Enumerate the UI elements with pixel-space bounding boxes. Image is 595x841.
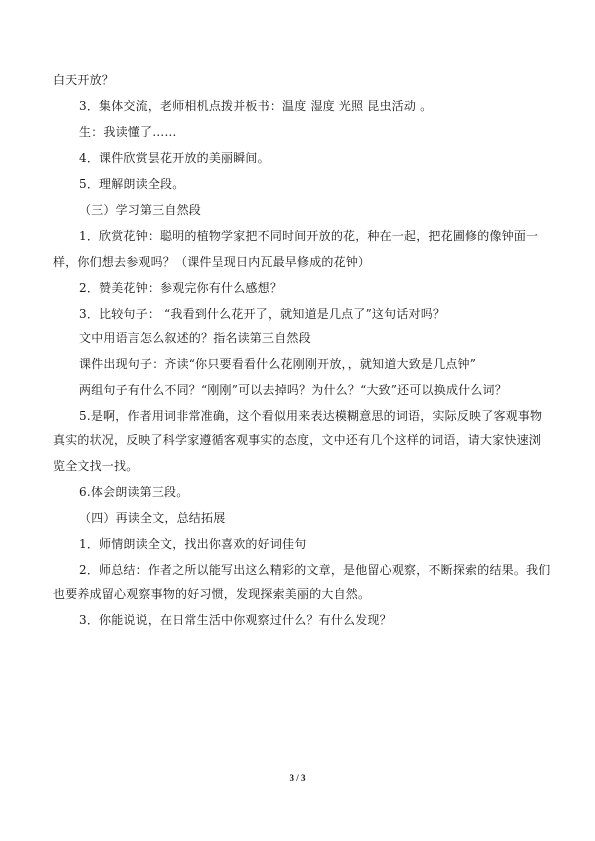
text-line: 生：我读懂了…… bbox=[79, 125, 177, 139]
text-line: 3．比较句子： “我看到什么花开了，就知道是几点了”这句话对吗？ bbox=[79, 307, 446, 321]
text-line: 真实的状况，反映了科学家遵循客观事实的态度，文中还有几个这样的词语，请大家快速浏 bbox=[53, 433, 542, 447]
text-line: 2．赞美花钟：参观完你有什么感想？ bbox=[79, 281, 283, 295]
text-line: 两组句子有什么不同？“刚刚”可以去掉吗？为什么？“大致”还可以换成什么词？ bbox=[79, 383, 507, 397]
text-line: 2．师总结：作者之所以能写出这么精彩的文章，是他留心观察，不断探索的结果。我们 bbox=[79, 563, 551, 577]
text-line: 5．理解朗读全段。 bbox=[79, 177, 185, 191]
text-line: 4．课件欣赏昙花开放的美丽瞬间。 bbox=[79, 151, 270, 165]
text-line: 3．你能说说，在日常生活中你观察过什么？有什么发现？ bbox=[79, 613, 392, 627]
section-heading: （三）学习第三自然段 bbox=[79, 203, 202, 217]
text-line: 5.是啊，作者用词非常准确，这个看似用来表达模糊意思的词语，实际反映了客观事物 bbox=[79, 409, 543, 423]
page-number: 3 / 3 bbox=[289, 773, 306, 783]
text-line: 文中用语言怎么叙述的？指名读第三自然段 bbox=[79, 331, 311, 345]
text-line: 6.体会朗读第三段。 bbox=[79, 485, 189, 499]
text-line: 样，你们想去参观吗？（课件呈现日内瓦最早修成的花钟） bbox=[53, 255, 371, 269]
text-line: 课件出现句子：齐读“你只要看看什么花刚刚开放，，就知道大致是几点钟” bbox=[79, 357, 477, 371]
text-line: 也要养成留心观察事物的好习惯，发现探索美丽的大自然。 bbox=[53, 587, 371, 601]
text-line: 白天开放？ bbox=[53, 73, 115, 87]
text-line: 览全文找一找。 bbox=[53, 459, 139, 473]
text-line: 1．欣赏花钟：聪明的植物学家把不同时间开放的花，种在一起，把花圃修的像钟面一 bbox=[79, 229, 539, 243]
section-heading: （四）再读全文，总结拓展 bbox=[79, 511, 226, 525]
text-line: 1．师情朗读全文，找出你喜欢的好词佳句 bbox=[79, 537, 307, 551]
text-line: 3．集体交流，老师相机点拨并板书：温度 湿度 光照 昆虫活动 。 bbox=[79, 99, 433, 113]
